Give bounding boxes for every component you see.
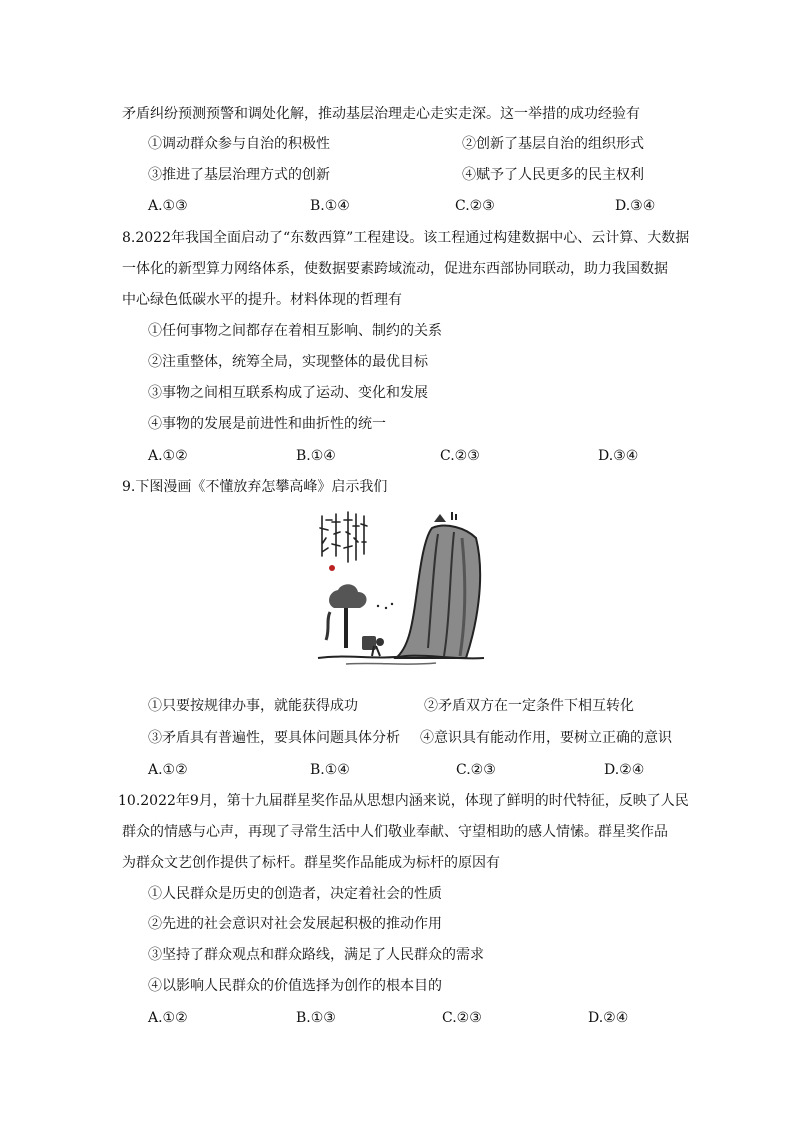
- q7-stem-tail: 矛盾纠纷预测预警和调处化解，推动基层治理走心走实走深。这一举措的成功经验有: [122, 106, 640, 122]
- ink-cartoon-figure-climbing-mountain-icon: [316, 508, 486, 678]
- q10-stem-line-1: 10.2022年9月，第十九届群星奖作品从思想内涵来说，体现了鲜明的时代特征，反映了人民: [118, 793, 689, 809]
- q8-stem-line-3: 中心绿色低碳水平的提升。材料体现的哲理有: [122, 292, 402, 308]
- q9-stem: 9.下图漫画《不懂放弃怎攀高峰》启示我们: [122, 479, 388, 495]
- q8-option-1: ①任何事物之间都存在着相互影响、制约的关系: [148, 323, 442, 339]
- q10-option-2: ②先进的社会意识对社会发展起积极的推动作用: [148, 916, 442, 932]
- q7-option-2: ②创新了基层自治的组织形式: [462, 136, 644, 152]
- q8-answer-a: A.①②: [148, 448, 188, 464]
- q9-answer-b: B.①④: [310, 762, 350, 778]
- q10-answer-c: C.②③: [442, 1010, 482, 1026]
- q9-answer-a: A.①②: [148, 762, 188, 778]
- q8-option-3: ③事物之间相互联系构成了运动、变化和发展: [148, 385, 428, 401]
- q7-option-3: ③推进了基层治理方式的创新: [148, 167, 330, 183]
- q8-answer-c: C.②③: [440, 448, 480, 464]
- q9-answer-c: C.②③: [456, 762, 496, 778]
- q9-option-2: ②矛盾双方在一定条件下相互转化: [424, 698, 634, 714]
- q8-option-2: ②注重整体，统筹全局，实现整体的最优目标: [148, 354, 428, 370]
- q9-option-1: ①只要按规律办事，就能获得成功: [148, 698, 358, 714]
- q10-answer-a: A.①②: [148, 1010, 188, 1026]
- q9-option-3: ③矛盾具有普遍性，要具体问题具体分析: [148, 730, 400, 746]
- q10-answer-d: D.②④: [588, 1010, 629, 1026]
- q8-answer-d: D.③④: [598, 448, 639, 464]
- q9-answer-d: D.②④: [604, 762, 645, 778]
- q7-option-1: ①调动群众参与自治的积极性: [148, 136, 330, 152]
- q7-answer-a: A.①③: [148, 198, 188, 214]
- q7-answer-d: D.③④: [615, 198, 656, 214]
- q8-stem-line-2: 一体化的新型算力网络体系，使数据要素跨域流动，促进东西部协同联动，助力我国数据: [122, 261, 668, 277]
- q7-option-4: ④赋予了人民更多的民主权利: [462, 167, 644, 183]
- q10-option-3: ③坚持了群众观点和群众路线，满足了人民群众的需求: [148, 947, 484, 963]
- q10-answer-b: B.①③: [296, 1010, 336, 1026]
- q10-stem-line-2: 群众的情感与心声，再现了寻常生活中人们敬业奉献、守望相助的感人情愫。群星奖作品: [122, 824, 668, 840]
- q10-option-4: ④以影响人民群众的价值选择为创作的根本目的: [148, 978, 442, 994]
- q9-option-4: ④意识具有能动作用，要树立正确的意识: [420, 730, 672, 746]
- q10-stem-line-3: 为群众文艺创作提供了标杆。群星奖作品能成为标杆的原因有: [122, 855, 500, 871]
- q7-answer-c: C.②③: [455, 198, 495, 214]
- q8-answer-b: B.①④: [296, 448, 336, 464]
- q7-answer-b: B.①④: [310, 198, 350, 214]
- q8-option-4: ④事物的发展是前进性和曲折性的统一: [148, 416, 386, 432]
- q10-option-1: ①人民群众是历史的创造者，决定着社会的性质: [148, 886, 442, 902]
- q8-stem-line-1: 8.2022年我国全面启动了“东数西算”工程建设。该工程通过构建数据中心、云计算、大数据: [122, 230, 690, 246]
